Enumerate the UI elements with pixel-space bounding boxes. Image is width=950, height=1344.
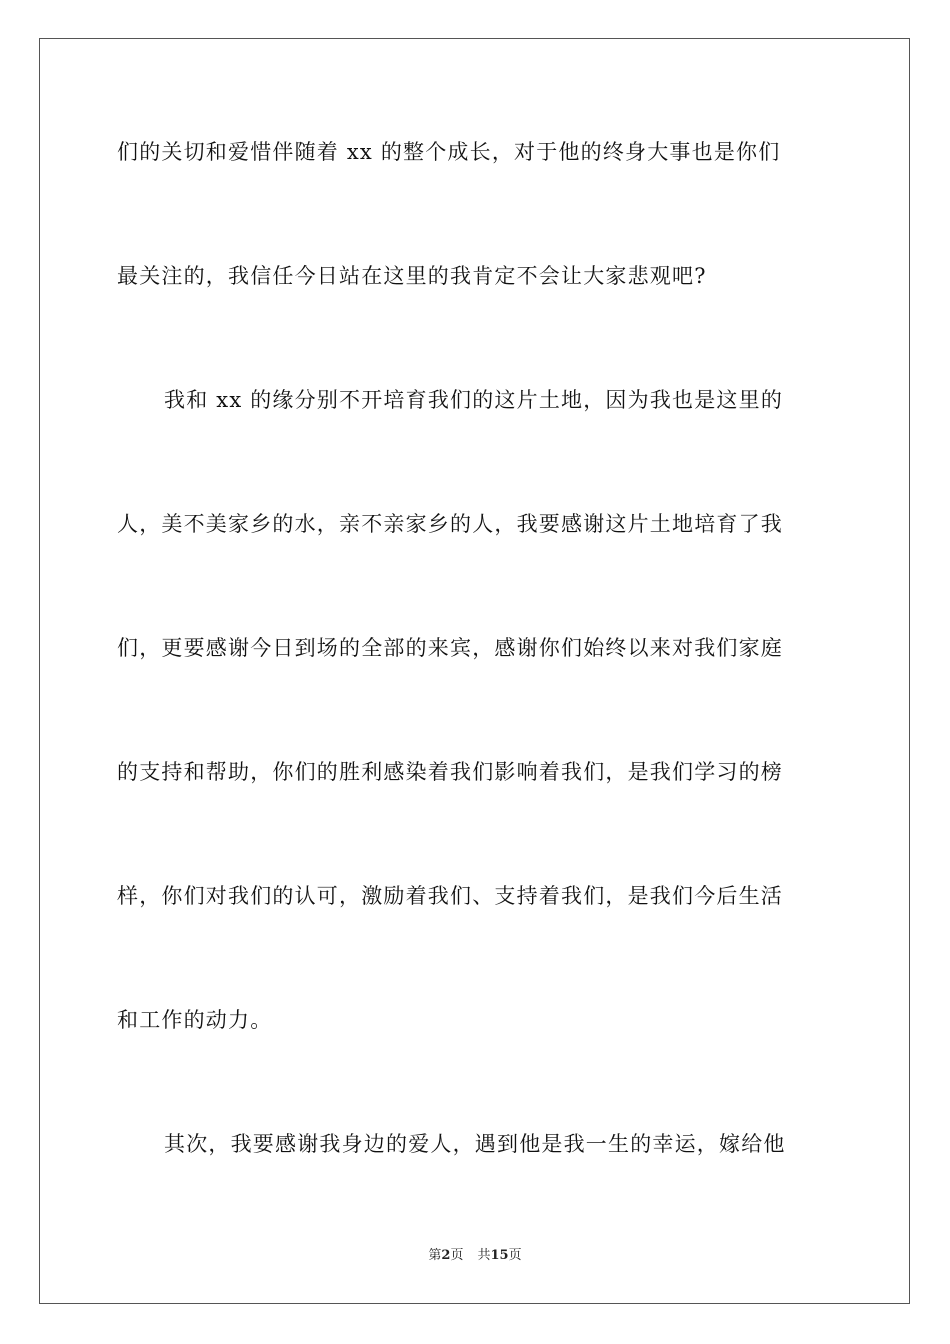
body-line-3: 我和 xx 的缘分别不开培育我们的这片土地，因为我也是这里的 bbox=[164, 388, 784, 412]
page-border bbox=[39, 38, 910, 1304]
body-line-8: 和工作的动力。 bbox=[117, 1008, 273, 1032]
page-number-suffix: 页 bbox=[450, 1248, 464, 1263]
body-line-2: 最关注的，我信任今日站在这里的我肯定不会让大家悲观吧? bbox=[117, 264, 707, 288]
page-total-prefix: 共 bbox=[477, 1248, 491, 1263]
body-line-6: 的支持和帮助，你们的胜利感染着我们影响着我们，是我们学习的榜 bbox=[117, 760, 783, 784]
body-line-9: 其次，我要感谢我身边的爱人，遇到他是我一生的幸运，嫁给他 bbox=[164, 1132, 786, 1156]
body-line-7: 样，你们对我们的认可，激励着我们、支持着我们，是我们今后生活 bbox=[117, 884, 783, 908]
body-line-1: 们的关切和爱惜伴随着 xx 的整个成长，对于他的终身大事也是你们 bbox=[117, 140, 781, 164]
body-line-4: 人，美不美家乡的水，亲不亲家乡的人，我要感谢这片土地培育了我 bbox=[117, 512, 783, 536]
page-footer bbox=[0, 1247, 950, 1265]
page-total-suffix: 页 bbox=[508, 1248, 522, 1263]
page-number-prefix: 第 bbox=[428, 1248, 442, 1263]
page-number-current: 2 bbox=[441, 1248, 451, 1263]
body-line-5: 们，更要感谢今日到场的全部的来宾，感谢你们始终以来对我们家庭 bbox=[117, 636, 783, 660]
page-total-count: 15 bbox=[490, 1248, 509, 1263]
